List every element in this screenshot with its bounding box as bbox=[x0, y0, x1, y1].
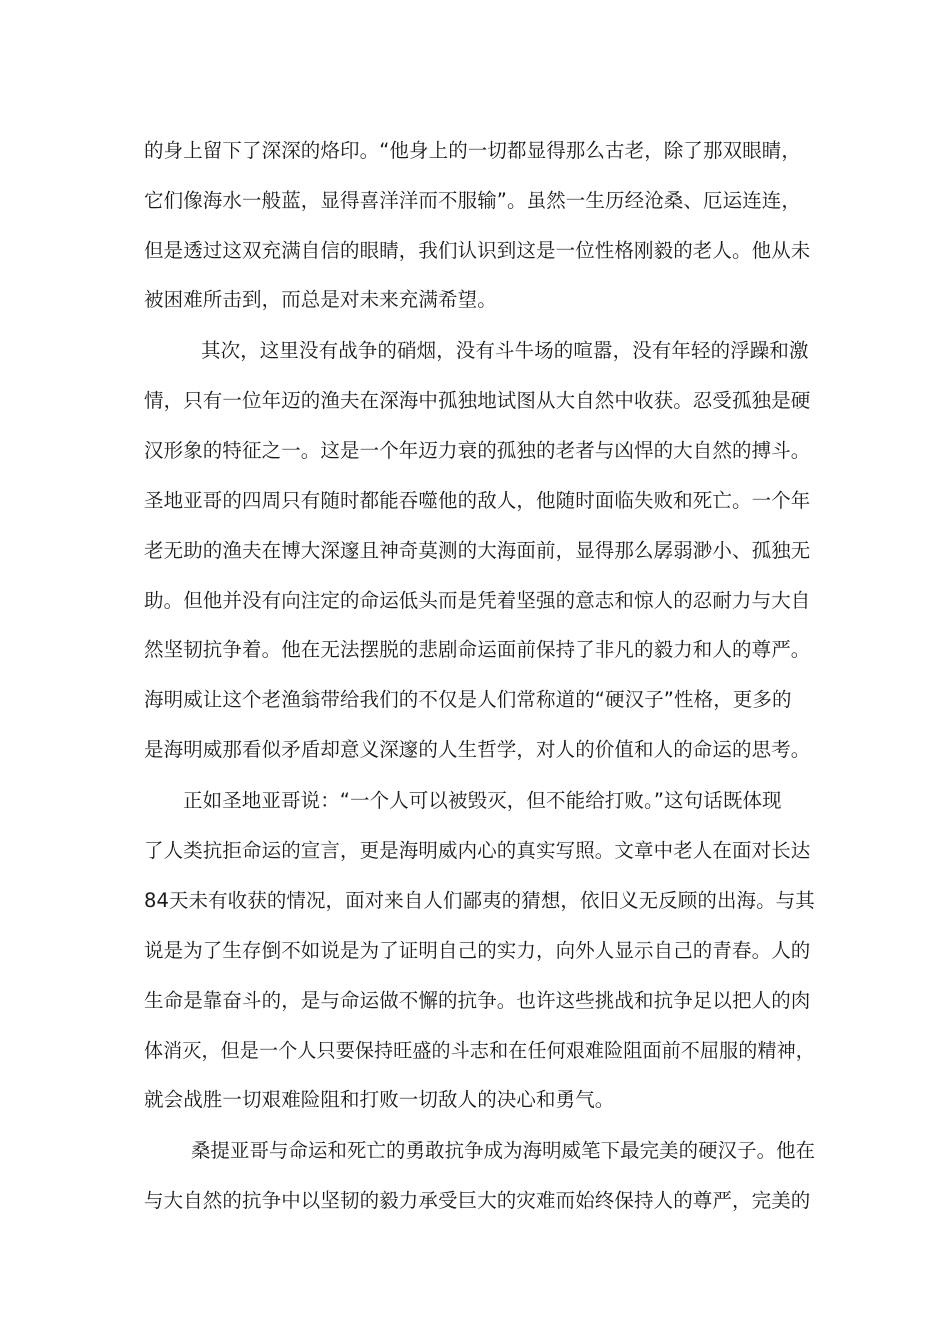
text-line: 其次，这里没有战争的硝烟，没有斗牛场的喧嚣，没有年轻的浮躁和激 bbox=[201, 339, 809, 362]
text-line: 就会战胜一切艰难险阻和打败一切敌人的决心和勇气。 bbox=[144, 1088, 615, 1111]
text-line: 它们像海水一般蓝，显得喜洋洋而不服输”。虽然一生历经沧桑、厄运连连， bbox=[144, 189, 802, 212]
text-line: 海明威让这个老渔翁带给我们的不仅是人们常称道的“硬汉子”性格，更多的 bbox=[144, 688, 792, 711]
text-line: 助。但他并没有向注定的命运低头而是凭着坚强的意志和惊人的忍耐力与大自 bbox=[144, 589, 811, 612]
text-line: 被困难所击到，而总是对未来充满希望。 bbox=[144, 288, 497, 311]
text-line: 了人类抗拒命运的宣言，更是海明威内心的真实写照。文章中老人在面对长达 bbox=[144, 839, 811, 862]
text-line: 但是透过这双充满自信的眼睛，我们认识到这是一位性格刚毅的老人。他从未 bbox=[144, 239, 811, 262]
text-line: 生命是靠奋斗的，是与命运做不懈的抗争。也许这些挑战和抗争足以把人的肉 bbox=[144, 989, 811, 1012]
text-line: 与大自然的抗争中以坚韧的毅力承受巨大的灾难而始终保持人的尊严，完美的 bbox=[144, 1189, 811, 1212]
text-line: 正如圣地亚哥说：“一个人可以被毁灭，但不能给打败。”这句话既体现 bbox=[183, 789, 782, 812]
text-line: 的身上留下了深深的烙印。“他身上的一切都显得那么古老，除了那双眼睛， bbox=[144, 139, 802, 162]
text-line: 桑提亚哥与命运和死亡的勇敢抗争成为海明威笔下最完美的硬汉子。他在 bbox=[191, 1139, 816, 1162]
text-line: 圣地亚哥的四周只有随时都能吞噬他的敌人，他随时面临失败和死亡。一个年 bbox=[144, 489, 811, 512]
text-line: 说是为了生存倒不如说是为了证明自己的实力，向外人显示自己的青春。人的 bbox=[144, 939, 811, 962]
text-line: 体消灭，但是一个人只要保持旺盛的斗志和在任何艰难险阻面前不屈服的精神， bbox=[144, 1039, 815, 1062]
text-line: 84天未有收获的情况，面对来自人们鄙夷的猜想，依旧义无反顾的出海。与其 bbox=[144, 889, 815, 912]
text-line: 汉形象的特征之一。这是一个年迈力衰的孤独的老者与凶悍的大自然的搏斗。 bbox=[144, 439, 811, 462]
text-line: 情，只有一位年迈的渔夫在深海中孤独地试图从大自然中收获。忍受孤独是硬 bbox=[144, 389, 811, 412]
text-line: 老无助的渔夫在博大深邃且神奇莫测的大海面前，显得那么孱弱渺小、孤独无 bbox=[144, 539, 811, 562]
text-line: 然坚韧抗争着。他在无法摆脱的悲剧命运面前保持了非凡的毅力和人的尊严。 bbox=[144, 638, 811, 661]
text-line: 是海明威那看似矛盾却意义深邃的人生哲学，对人的价值和人的命运的思考。 bbox=[144, 738, 811, 761]
